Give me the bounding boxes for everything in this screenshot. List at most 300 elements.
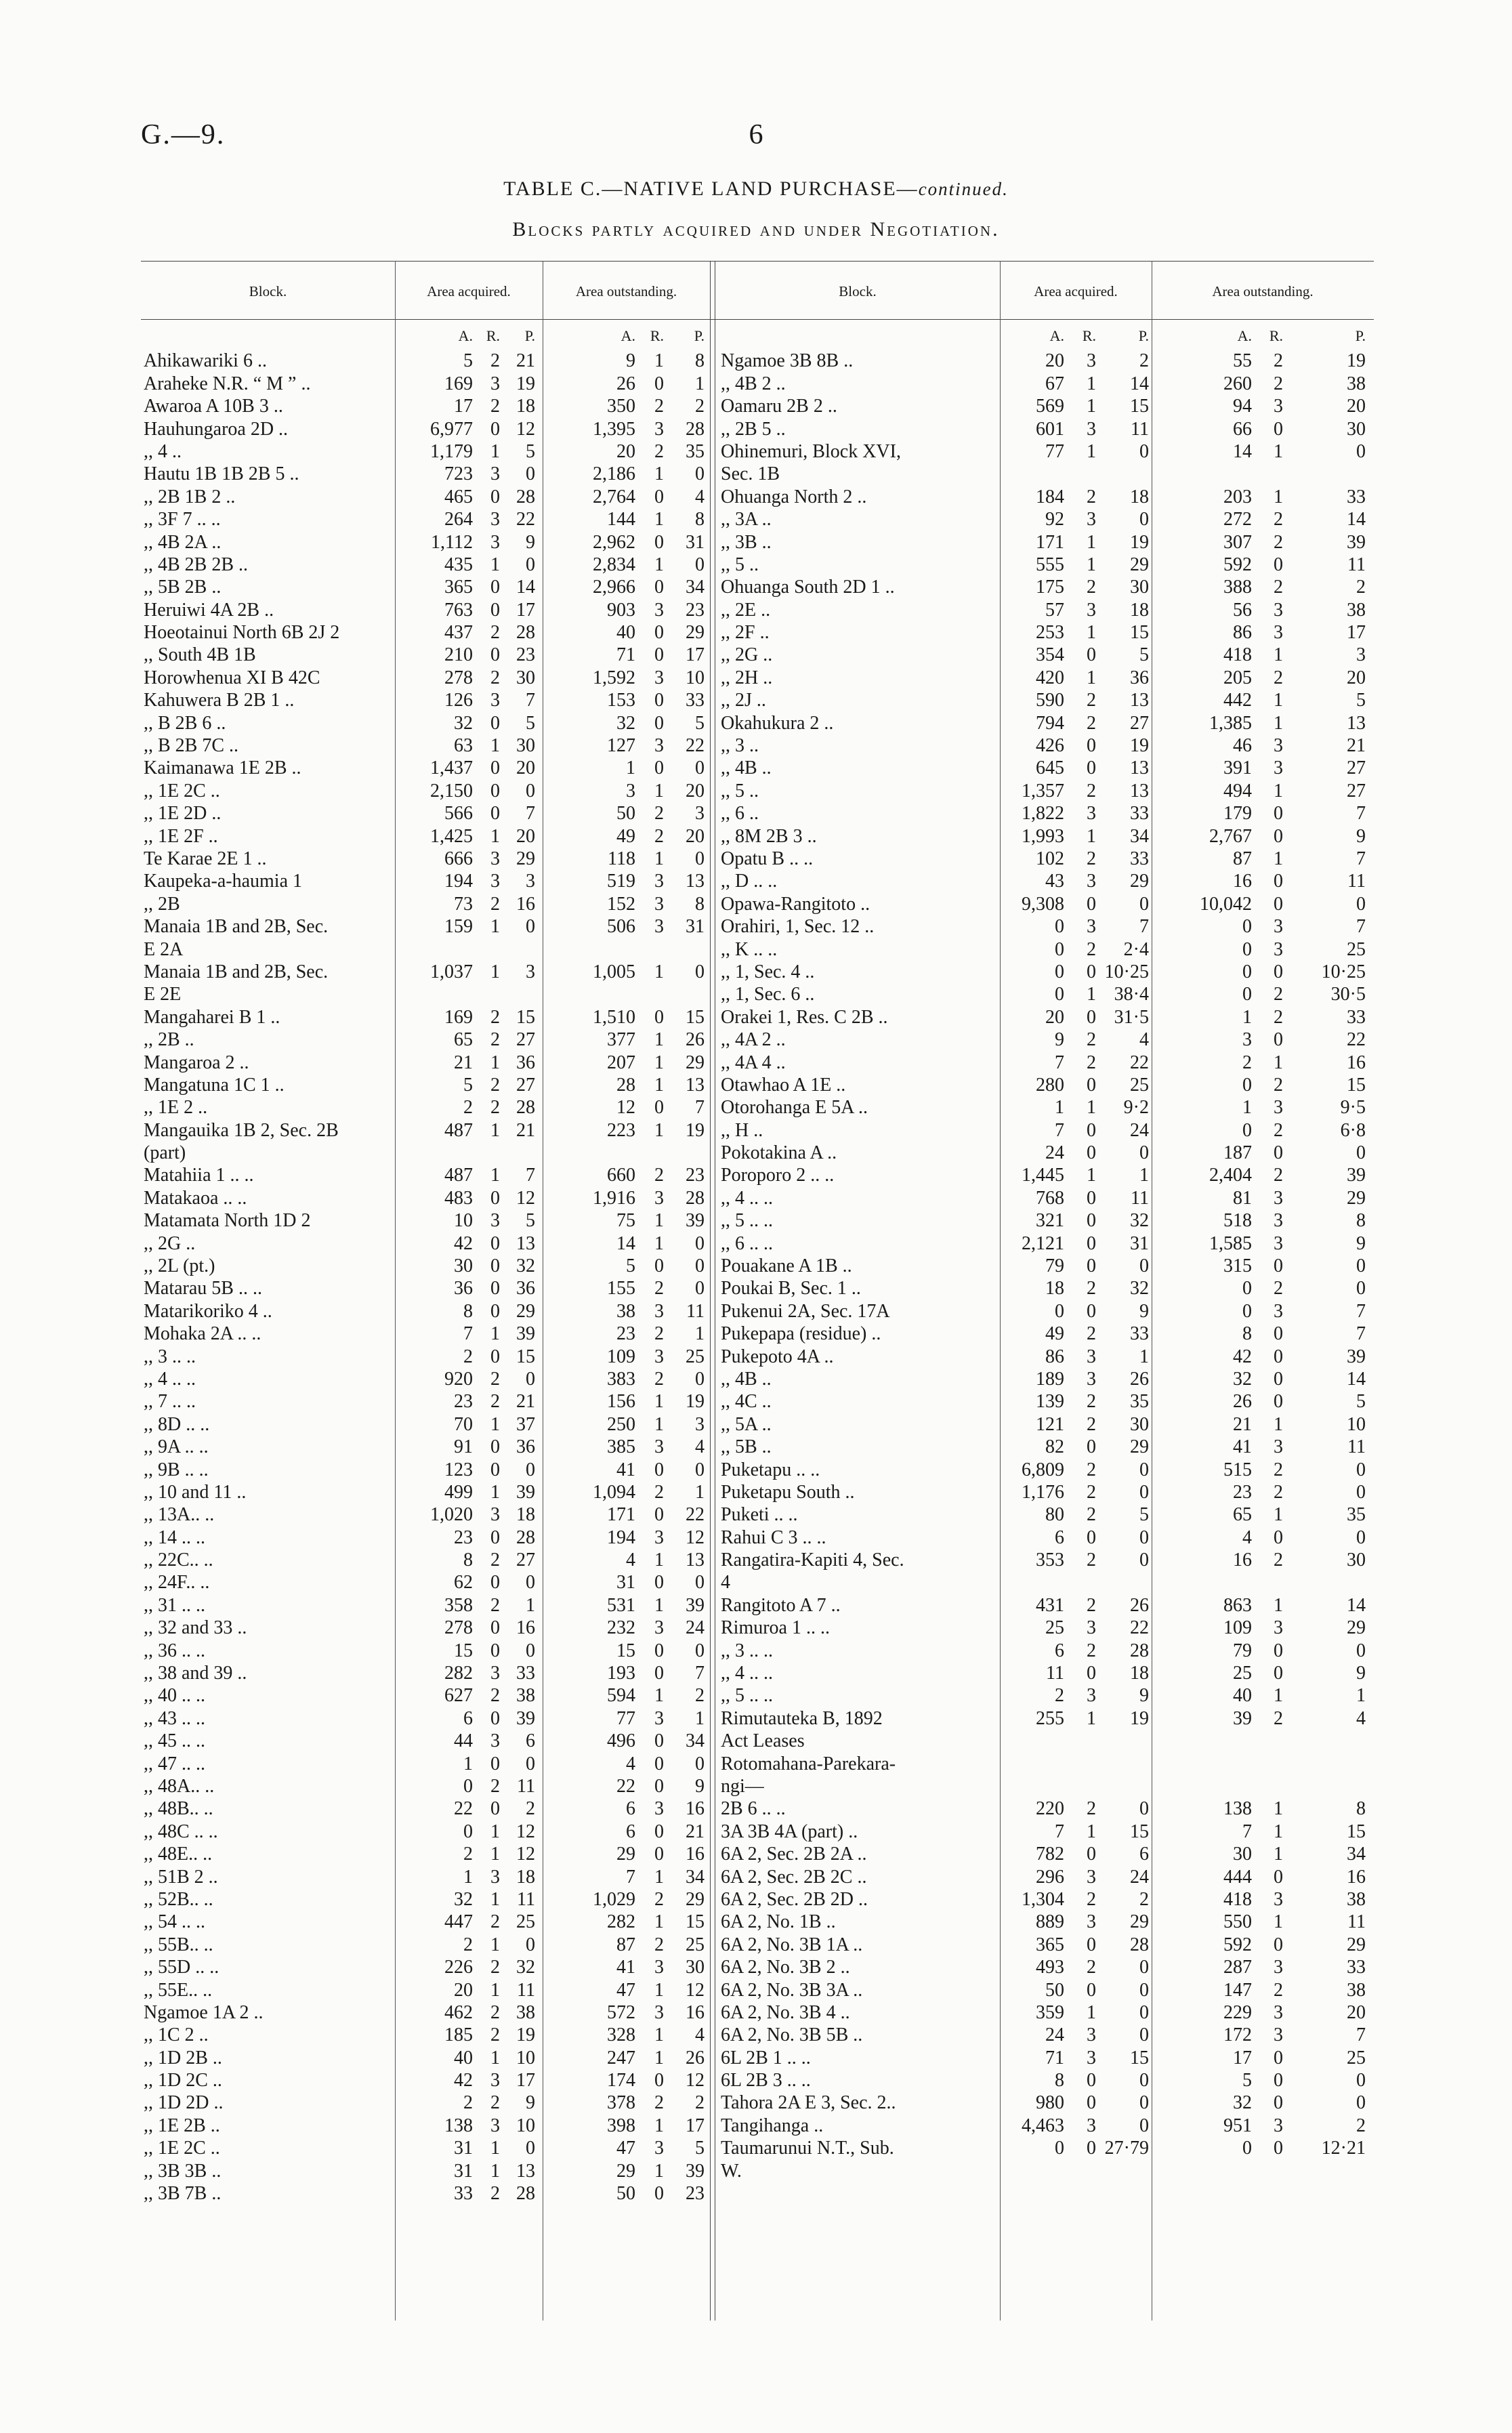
block-name: Matahiia 1 .. ..: [144, 1165, 254, 1186]
outstanding-acres: 391: [1223, 757, 1252, 779]
outstanding-acres: 94: [1233, 396, 1252, 417]
outstanding-roods: 3: [1274, 622, 1283, 644]
table-row: [141, 350, 710, 372]
outstanding-roods: 2: [654, 440, 664, 462]
table-row: [715, 395, 1374, 417]
acquired-perches: 0: [1139, 1142, 1149, 1164]
table-row: [141, 1707, 710, 1730]
outstanding-acres: 203: [1223, 486, 1252, 507]
table-row: [141, 1526, 710, 1549]
outstanding-acres: 22: [616, 1776, 635, 1797]
acquired-perches: 12: [516, 1844, 535, 1865]
outstanding-acres: 14: [1233, 440, 1252, 462]
outstanding-roods: 3: [654, 599, 664, 621]
acquired-perches: 0: [526, 1368, 535, 1390]
outstanding-acres: 7: [626, 1866, 635, 1888]
outstanding-roods: 3: [654, 735, 664, 757]
center-double-rule: [710, 261, 715, 2321]
table-row: [715, 1797, 1374, 1820]
outstanding-roods: 3: [1274, 1187, 1283, 1209]
acquired-perches: 0: [1139, 440, 1149, 462]
table-row: [141, 1232, 710, 1255]
table-row: [141, 486, 710, 508]
block-name: ,, 43 .. ..: [144, 1707, 205, 1729]
page-header: [141, 119, 1371, 159]
table-row: [141, 1187, 710, 1209]
acquired-roods: 0: [1087, 2092, 1096, 2114]
outstanding-acres: 0: [1242, 984, 1252, 1005]
block-name: ,, 2B 1B 2 ..: [144, 486, 236, 507]
outstanding-acres: 592: [1223, 554, 1252, 575]
outstanding-acres: 42: [1233, 1346, 1252, 1367]
outstanding-perches: 0: [695, 848, 705, 869]
acquired-roods: 0: [1087, 893, 1096, 915]
acquired-acres: 627: [444, 1685, 473, 1707]
table-row: [141, 1164, 710, 1186]
acquired-perches: 0: [1139, 509, 1149, 531]
acquired-roods: 2: [1087, 712, 1096, 734]
outstanding-perches: 0: [1356, 440, 1366, 462]
acquired-acres: 437: [444, 622, 473, 644]
outstanding-roods: 1: [1274, 848, 1283, 869]
block-name: ,, 4 .. ..: [721, 1187, 773, 1209]
outstanding-roods: 0: [654, 644, 664, 666]
acquired-roods: 1: [490, 1413, 500, 1435]
acquired-perches: 9: [1139, 1685, 1149, 1707]
acquired-perches: 7: [526, 690, 535, 711]
acquired-perches: 19: [1130, 1707, 1149, 1729]
outstanding-perches: 4: [1356, 1707, 1366, 1729]
outstanding-perches: 0: [695, 1640, 705, 1661]
acquired-perches: 0: [526, 554, 535, 575]
outstanding-acres: 21: [1233, 1413, 1252, 1435]
acquired-roods: 1: [490, 1821, 500, 1842]
block-name: Rangatira-Kapiti 4, Sec.: [721, 1550, 904, 1571]
outstanding-acres: 5: [626, 1255, 635, 1277]
block-name: ,, 47 .. ..: [144, 1753, 205, 1774]
acquired-roods: 0: [1087, 2138, 1096, 2159]
acquired-perches: 37: [516, 1413, 535, 1435]
acquired-perches: 18: [516, 396, 535, 417]
outstanding-acres: 194: [607, 1526, 635, 1548]
acquired-perches: 30: [516, 735, 535, 757]
table-row: [715, 1390, 1374, 1413]
acquired-roods: 1: [490, 961, 500, 982]
acquired-roods: 2: [490, 893, 500, 915]
block-name: E 2E: [144, 984, 182, 1005]
block-name: Rahui C 3 .. ..: [721, 1526, 826, 1548]
acquired-acres: 278: [444, 1617, 473, 1639]
acquired-perches: 9: [1139, 1300, 1149, 1322]
acquired-roods: 0: [1087, 1232, 1096, 1254]
outstanding-acres-unit: A.: [1237, 327, 1252, 344]
outstanding-roods: 2: [1274, 350, 1283, 372]
table-row: [715, 463, 1374, 485]
block-name: ,, 2B ..: [144, 1029, 194, 1051]
acquired-roods: 2: [1087, 780, 1096, 802]
outstanding-perches: 0: [695, 1572, 705, 1594]
acquired-acres: 1,822: [1022, 803, 1064, 825]
outstanding-acres: 307: [1223, 531, 1252, 553]
acquired-perches: 0: [526, 1753, 535, 1774]
table-row: [715, 1277, 1374, 1299]
outstanding-acres: 41: [616, 1459, 635, 1480]
outstanding-roods: 1: [1274, 1594, 1283, 1616]
block-name: 6A 2, No. 3B 3A ..: [721, 1979, 863, 2001]
outstanding-acres: 506: [607, 916, 635, 938]
outstanding-perches: 19: [686, 1391, 705, 1413]
outstanding-roods: 0: [1274, 1663, 1283, 1684]
acquired-acres: 2: [463, 2092, 473, 2114]
acquired-acres: 20: [454, 1979, 473, 2001]
outstanding-acres: 16: [1233, 871, 1252, 892]
outstanding-perches: 22: [686, 735, 705, 757]
acquired-perches-unit: P.: [524, 327, 535, 344]
block-name: Tangihanga ..: [721, 2115, 824, 2136]
acquired-roods: 1: [1087, 440, 1096, 462]
outstanding-acres: 1,385: [1209, 712, 1252, 734]
outstanding-roods: 1: [654, 2024, 664, 2046]
acquired-roods: 2: [1087, 1413, 1096, 1435]
acquired-acres: 62: [454, 1572, 473, 1594]
block-name: ,, 5B ..: [721, 1436, 772, 1458]
acquired-roods: 0: [490, 1436, 500, 1458]
acquired-roods: 2: [1087, 1323, 1096, 1345]
outstanding-acres: 155: [607, 1278, 635, 1299]
acquired-perches: 15: [1130, 396, 1149, 417]
acquired-roods: 0: [490, 780, 500, 802]
outstanding-acres: 6: [626, 1821, 635, 1842]
outstanding-perches: 0: [1356, 2092, 1366, 2114]
acquired-roods: 0: [1087, 644, 1096, 666]
outstanding-acres: 1,592: [593, 667, 635, 688]
block-name: ,, 31 .. ..: [144, 1594, 205, 1616]
acquired-acres: 763: [444, 599, 473, 621]
outstanding-roods: 0: [654, 1821, 664, 1842]
outstanding-roods: 0: [654, 1753, 664, 1774]
outstanding-acres: 518: [1223, 1210, 1252, 1232]
block-name: Okahukura 2 ..: [721, 712, 834, 734]
acquired-perches: 19: [516, 373, 535, 394]
outstanding-roods: 2: [654, 1368, 664, 1390]
outstanding-roods: 0: [1274, 1323, 1283, 1345]
acquired-perches: 11: [1131, 418, 1149, 440]
outstanding-roods: 0: [654, 531, 664, 553]
outstanding-acres: 1,005: [593, 961, 635, 982]
table-row: [141, 1255, 710, 1277]
outstanding-roods: 3: [1274, 1436, 1283, 1458]
table-row: [715, 1052, 1374, 1074]
table-row: [141, 915, 710, 938]
table-row: [715, 1775, 1374, 1797]
outstanding-roods: 0: [654, 1255, 664, 1277]
acquired-acres: 8: [463, 1300, 473, 1322]
acquired-acres: 22: [454, 1798, 473, 1820]
outstanding-roods: 2: [1274, 1979, 1283, 2001]
acquired-perches: 28: [516, 1097, 535, 1119]
table-row: [141, 1368, 710, 1390]
table-row: [141, 961, 710, 983]
outstanding-perches: 39: [1347, 1165, 1366, 1186]
block-name: 3A 3B 4A (part) ..: [721, 1821, 858, 1842]
outstanding-acres: 41: [1233, 1436, 1252, 1458]
acquired-perches: 21: [516, 1119, 535, 1141]
block-name: Opatu B .. ..: [721, 848, 814, 869]
outstanding-roods: 2: [1274, 1165, 1283, 1186]
outstanding-perches: 4: [695, 2024, 705, 2046]
block-name: ,, 51B 2 ..: [144, 1866, 218, 1888]
outstanding-acres: 2,767: [1209, 825, 1252, 847]
outstanding-acres: 594: [607, 1685, 635, 1707]
acquired-roods: 1: [1087, 2001, 1096, 2023]
outstanding-perches: 28: [686, 418, 705, 440]
acquired-perches: 22: [1130, 1052, 1149, 1073]
outstanding-acres: 0: [1242, 961, 1252, 982]
acquired-perches: 1: [1139, 1165, 1149, 1186]
table-row: [715, 1549, 1374, 1571]
block-name: Mohaka 2A .. ..: [144, 1323, 261, 1345]
acquired-acres: 194: [444, 871, 473, 892]
acquired-roods: 3: [490, 1730, 500, 1752]
block-name: Orahiri, 1, Sec. 12 ..: [721, 916, 875, 938]
acquired-perches: 32: [516, 1255, 535, 1277]
outstanding-perches: 6·8: [1340, 1119, 1366, 1141]
acquired-perches: 15: [1130, 2047, 1149, 2068]
acquired-acres: 253: [1036, 622, 1064, 644]
outstanding-perches: 9·5: [1340, 1097, 1366, 1119]
outstanding-acres: 550: [1223, 1911, 1252, 1933]
outstanding-perches: 14: [1347, 509, 1366, 531]
outstanding-acres: 109: [1223, 1617, 1252, 1639]
block-name: ,, 48B.. ..: [144, 1798, 213, 1820]
outstanding-roods: 0: [654, 1730, 664, 1752]
acquired-acres: 10: [454, 1210, 473, 1232]
acquired-roods: 2: [490, 1097, 500, 1119]
land-purchase-table: [141, 261, 1374, 2321]
acquired-acres: 24: [1045, 1142, 1064, 1164]
acquired-acres: 7: [1055, 1821, 1064, 1842]
outstanding-roods: 0: [654, 690, 664, 711]
acquired-roods: 0: [490, 418, 500, 440]
outstanding-perches: 25: [1347, 2047, 1366, 2068]
acquired-perches: 3: [526, 871, 535, 892]
block-name: ,, 2J ..: [721, 690, 766, 711]
acquired-roods-unit: R.: [486, 327, 500, 344]
block-name: ,, 4B ..: [721, 1368, 772, 1390]
outstanding-perches: 1: [695, 1707, 705, 1729]
block-name: ,, 14 .. ..: [144, 1526, 205, 1548]
acquired-roods: 1: [490, 916, 500, 938]
block-name: ,, 4C ..: [721, 1391, 772, 1413]
outstanding-perches: 27: [1347, 757, 1366, 779]
acquired-acres: 920: [444, 1368, 473, 1390]
outstanding-perches: 19: [1347, 350, 1366, 372]
acquired-acres: 0: [1055, 938, 1064, 960]
acquired-perches: 7: [526, 1165, 535, 1186]
acquired-perches: 5: [526, 440, 535, 462]
acquired-acres: 43: [1045, 871, 1064, 892]
acquired-roods: 1: [490, 554, 500, 575]
outstanding-roods: 0: [1274, 1368, 1283, 1390]
acquired-roods: 3: [1087, 1866, 1096, 1888]
table-row: [141, 1390, 710, 1413]
block-name: ,, 4B 2A ..: [144, 531, 222, 553]
acquired-perches: 0: [1139, 1255, 1149, 1277]
outstanding-perches: 0: [695, 1278, 705, 1299]
block-name: ,, 4 ..: [144, 440, 182, 462]
outstanding-roods: 0: [654, 486, 664, 507]
acquired-acres: 32: [454, 1888, 473, 1910]
outstanding-perches: 0: [695, 1368, 705, 1390]
outstanding-perches: 27: [1347, 780, 1366, 802]
acquired-acres: 782: [1036, 1844, 1064, 1865]
outstanding-perches: 2: [695, 396, 705, 417]
acquired-acres: 82: [1045, 1436, 1064, 1458]
outstanding-roods: 2: [654, 1481, 664, 1503]
acquired-perches: 12: [516, 1187, 535, 1209]
acquired-roods: 2: [1087, 1278, 1096, 1299]
acquired-acres: 5: [463, 350, 473, 372]
outstanding-acres: 86: [1233, 622, 1252, 644]
acquired-acres: 121: [1036, 1413, 1064, 1435]
table-row: [141, 1617, 710, 1639]
block-name: Araheke N.R. “ M ” ..: [144, 373, 311, 394]
acquired-roods: 3: [1087, 2115, 1096, 2136]
outstanding-acres: 23: [616, 1323, 635, 1345]
outstanding-roods: 1: [654, 1232, 664, 1254]
outstanding-acres: 147: [1223, 1979, 1252, 2001]
outstanding-acres: 65: [1233, 1504, 1252, 1526]
acquired-roods: 1: [490, 1323, 500, 1345]
outstanding-acres: 1,510: [593, 1006, 635, 1028]
acquired-perches: 38: [516, 2001, 535, 2023]
table-row: [715, 1707, 1374, 1730]
outstanding-acres: 75: [616, 1210, 635, 1232]
block-name: ,, 3B 7B ..: [144, 2183, 222, 2205]
outstanding-acres: 47: [616, 1979, 635, 2001]
acquired-roods: 2: [1087, 1029, 1096, 1051]
table-row: [715, 1503, 1374, 1526]
outstanding-acres: 531: [607, 1594, 635, 1616]
outstanding-perches: 1: [695, 1481, 705, 1503]
acquired-acres: 487: [444, 1165, 473, 1186]
acquired-acres: 31: [454, 2138, 473, 2159]
block-name: Kaupeka-a-haumia 1: [144, 871, 302, 892]
outstanding-acres: 6: [626, 1798, 635, 1820]
block-name: Ohuanga North 2 ..: [721, 486, 867, 507]
table-row: [715, 1436, 1374, 1458]
acquired-roods: 0: [490, 1640, 500, 1661]
outstanding-roods: 0: [1274, 1255, 1283, 1277]
acquired-roods: 0: [490, 757, 500, 779]
acquired-acres: 5: [463, 1074, 473, 1096]
block-name: ,, 13A.. ..: [144, 1504, 215, 1526]
acquired-acres: 220: [1036, 1798, 1064, 1820]
table-row: [141, 825, 710, 848]
acquired-roods: 2: [490, 667, 500, 688]
table-row: [715, 1413, 1374, 1436]
acquired-perches: 0: [1139, 2024, 1149, 2046]
outstanding-acres: 9: [626, 350, 635, 372]
outstanding-perches-unit: P.: [1355, 327, 1366, 344]
outstanding-roods: 3: [654, 1526, 664, 1548]
outstanding-acres: 39: [1233, 1707, 1252, 1729]
outstanding-roods: 0: [1274, 418, 1283, 440]
block-name: Act Leases: [721, 1730, 805, 1752]
block-name: ,, 8D .. ..: [144, 1413, 210, 1435]
outstanding-acres: 418: [1223, 644, 1252, 666]
outstanding-roods: 1: [1274, 1504, 1283, 1526]
outstanding-perches: 3: [695, 803, 705, 825]
outstanding-roods: 0: [654, 1663, 664, 1684]
acquired-acres: 123: [444, 1459, 473, 1480]
acquired-perches: 27: [516, 1074, 535, 1096]
block-name: Kaimanawa 1E 2B ..: [144, 757, 301, 779]
outstanding-acres: 32: [1233, 2092, 1252, 2114]
block-name: ,, 9B .. ..: [144, 1459, 209, 1480]
table-row: [715, 1187, 1374, 1209]
outstanding-roods: 0: [654, 1776, 664, 1797]
block-name: ,, 3B ..: [721, 531, 772, 553]
block-name: ,, 52B.. ..: [144, 1888, 213, 1910]
acquired-roods: 3: [490, 373, 500, 394]
table-row: [715, 373, 1374, 395]
acquired-acres: 1,020: [430, 1504, 473, 1526]
acquired-acres: 18: [1045, 1278, 1064, 1299]
block-name: Orakei 1, Res. C 2B ..: [721, 1006, 888, 1028]
block-name: ,, 5 ..: [721, 554, 759, 575]
acquired-acres: 7: [463, 1323, 473, 1345]
acquired-perches: 5: [526, 712, 535, 734]
outstanding-roods: 0: [1274, 871, 1283, 892]
acquired-perches: 28: [516, 622, 535, 644]
acquired-acres: 70: [454, 1413, 473, 1435]
block-name: ,, 2B 5 ..: [721, 418, 786, 440]
acquired-acres: 435: [444, 554, 473, 575]
outstanding-acres: 79: [1233, 1640, 1252, 1661]
acquired-roods: 3: [1087, 871, 1096, 892]
table-row: [141, 2092, 710, 2114]
outstanding-acres: 109: [607, 1346, 635, 1367]
table-row: [715, 870, 1374, 892]
acquired-roods: 1: [490, 735, 500, 757]
acquired-acres: 590: [1036, 690, 1064, 711]
block-name: ,, 1E 2C ..: [144, 780, 220, 802]
table-row: [141, 712, 710, 734]
block-name: ,, 2B: [144, 893, 180, 915]
acquired-roods: 1: [490, 1888, 500, 1910]
acquired-acres: 1: [463, 1753, 473, 1774]
acquired-acres: 499: [444, 1481, 473, 1503]
block-name: Puketapu .. ..: [721, 1459, 820, 1480]
acquired-perches: 22: [1130, 1617, 1149, 1639]
acquired-acres: 358: [444, 1594, 473, 1616]
acquired-perches: 12: [516, 1821, 535, 1842]
acquired-acres: 431: [1036, 1594, 1064, 1616]
outstanding-perches: 16: [1347, 1866, 1366, 1888]
acquired-acres: 185: [444, 2024, 473, 2046]
outstanding-acres: 7: [1242, 1821, 1252, 1842]
table-row: [715, 1006, 1374, 1028]
acquired-perches: 0: [1139, 1550, 1149, 1571]
acquired-roods: 2: [1087, 1481, 1096, 1503]
acquired-acres: 354: [1036, 644, 1064, 666]
table-row: [715, 689, 1374, 711]
block-name: ,, 3F 7 .. ..: [144, 509, 221, 531]
acquired-perches: 10: [516, 2115, 535, 2136]
block-name: ,, 3 .. ..: [144, 1346, 196, 1367]
block-name: Kahuwera B 2B 1 ..: [144, 690, 295, 711]
